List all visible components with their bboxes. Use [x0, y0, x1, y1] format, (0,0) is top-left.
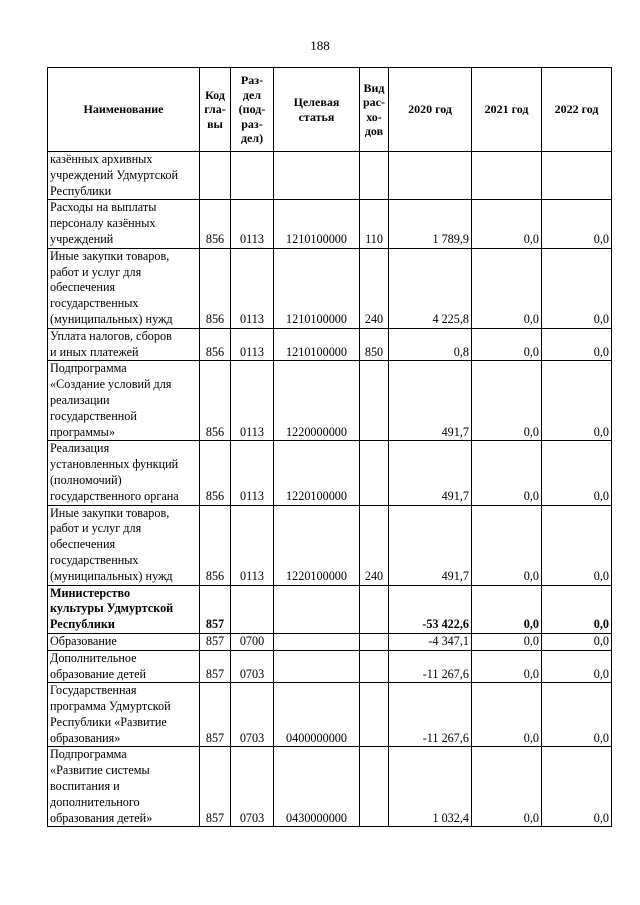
- cell-year-2020: 1 032,4: [389, 747, 472, 827]
- cell-year-2021: 0,0: [472, 650, 542, 683]
- table-row: [48, 747, 612, 827]
- header-name: Наименование: [48, 68, 200, 152]
- cell-target-article: [274, 152, 360, 200]
- cell-expense-type: 110: [360, 200, 389, 248]
- cell-chapter-code: 857: [200, 585, 231, 633]
- cell-target-article: 1210100000: [274, 200, 360, 248]
- cell-year-2022: 0,0: [542, 650, 612, 683]
- cell-target-article: 1220000000: [274, 361, 360, 441]
- cell-section: 0113: [231, 200, 274, 248]
- cell-chapter-code: 856: [200, 505, 231, 585]
- cell-target-article: 1220100000: [274, 441, 360, 505]
- cell-year-2022: [542, 152, 612, 200]
- cell-year-2021: 0,0: [472, 200, 542, 248]
- cell-section: 0113: [231, 248, 274, 328]
- cell-year-2020: 491,7: [389, 505, 472, 585]
- table-row: [48, 152, 612, 200]
- cell-year-2021: 0,0: [472, 505, 542, 585]
- cell-section: 0113: [231, 505, 274, 585]
- cell-name: Образование: [48, 633, 200, 650]
- cell-chapter-code: 857: [200, 747, 231, 827]
- cell-expense-type: [360, 361, 389, 441]
- cell-expense-type: [360, 152, 389, 200]
- cell-year-2020: [389, 152, 472, 200]
- table-row: [48, 505, 612, 585]
- cell-chapter-code: 856: [200, 441, 231, 505]
- header-year-2020: 2020 год: [389, 68, 472, 152]
- cell-year-2020: -4 347,1: [389, 633, 472, 650]
- cell-year-2020: 491,7: [389, 441, 472, 505]
- header-chapter-code: Код гла- вы: [200, 68, 231, 152]
- cell-year-2020: 491,7: [389, 361, 472, 441]
- cell-year-2020: -11 267,6: [389, 683, 472, 747]
- cell-section: 0703: [231, 683, 274, 747]
- cell-year-2021: 0,0: [472, 747, 542, 827]
- cell-expense-type: [360, 585, 389, 633]
- cell-section: 0113: [231, 328, 274, 361]
- cell-name: Подпрограмма «Создание условий для реализации государственной программы»: [48, 361, 200, 441]
- cell-year-2022: 0,0: [542, 328, 612, 361]
- table-row: [48, 441, 612, 505]
- header-year-2022: 2022 год: [542, 68, 612, 152]
- cell-year-2020: -11 267,6: [389, 650, 472, 683]
- cell-expense-type: [360, 441, 389, 505]
- cell-name: Подпрограмма «Развитие системы воспитания и дополнительного образования детей»: [48, 747, 200, 827]
- cell-year-2021: 0,0: [472, 441, 542, 505]
- cell-year-2021: 0,0: [472, 361, 542, 441]
- table-row: [48, 200, 612, 248]
- cell-target-article: 1210100000: [274, 328, 360, 361]
- cell-name: Иные закупки товаров, работ и услуг для обеспечения государственных (муниципальных) нужд: [48, 505, 200, 585]
- cell-year-2022: 0,0: [542, 361, 612, 441]
- cell-expense-type: 850: [360, 328, 389, 361]
- cell-year-2021: 0,0: [472, 585, 542, 633]
- cell-chapter-code: 856: [200, 200, 231, 248]
- header-expense-type: Вид рас- хо- дов: [360, 68, 389, 152]
- cell-chapter-code: 857: [200, 650, 231, 683]
- cell-year-2020: 1 789,9: [389, 200, 472, 248]
- table-row: [48, 633, 612, 650]
- table-row: [48, 650, 612, 683]
- cell-chapter-code: [200, 152, 231, 200]
- cell-name: Реализация установленных функций (полномочий) государственного органа: [48, 441, 200, 505]
- header-section: Раз- дел (под- раз- дел): [231, 68, 274, 152]
- cell-name: Уплата налогов, сборов и иных платежей: [48, 328, 200, 361]
- cell-year-2022: 0,0: [542, 683, 612, 747]
- cell-section: 0113: [231, 441, 274, 505]
- cell-year-2022: 0,0: [542, 633, 612, 650]
- cell-target-article: 0430000000: [274, 747, 360, 827]
- cell-year-2020: -53 422,6: [389, 585, 472, 633]
- cell-expense-type: [360, 633, 389, 650]
- cell-target-article: 1220100000: [274, 505, 360, 585]
- table-row: [48, 361, 612, 441]
- table-body: [48, 152, 612, 827]
- cell-year-2021: [472, 152, 542, 200]
- cell-name: казённых архивных учреждений Удмуртской Республики: [48, 152, 200, 200]
- cell-expense-type: [360, 683, 389, 747]
- cell-chapter-code: 857: [200, 683, 231, 747]
- header-year-2021: 2021 год: [472, 68, 542, 152]
- cell-year-2021: 0,0: [472, 633, 542, 650]
- cell-expense-type: [360, 650, 389, 683]
- cell-section: 0703: [231, 747, 274, 827]
- cell-chapter-code: 856: [200, 328, 231, 361]
- header-row: [48, 68, 612, 152]
- cell-section: 0113: [231, 361, 274, 441]
- cell-name: Государственная программа Удмуртской Республики «Развитие образования»: [48, 683, 200, 747]
- cell-year-2022: 0,0: [542, 585, 612, 633]
- cell-name: Расходы на выплаты персоналу казённых учреждений: [48, 200, 200, 248]
- cell-section: 0703: [231, 650, 274, 683]
- cell-chapter-code: 856: [200, 361, 231, 441]
- cell-name: Дополнительное образование детей: [48, 650, 200, 683]
- cell-section: [231, 585, 274, 633]
- cell-year-2021: 0,0: [472, 248, 542, 328]
- cell-chapter-code: 857: [200, 633, 231, 650]
- budget-table: [47, 67, 612, 827]
- cell-target-article: 1210100000: [274, 248, 360, 328]
- cell-year-2022: 0,0: [542, 441, 612, 505]
- cell-expense-type: [360, 747, 389, 827]
- cell-year-2022: 0,0: [542, 747, 612, 827]
- cell-chapter-code: 856: [200, 248, 231, 328]
- cell-year-2022: 0,0: [542, 200, 612, 248]
- cell-year-2020: 4 225,8: [389, 248, 472, 328]
- table-row: [48, 248, 612, 328]
- cell-name: Министерство культуры Удмуртской Республики: [48, 585, 200, 633]
- cell-target-article: 0400000000: [274, 683, 360, 747]
- table-row: [48, 683, 612, 747]
- cell-target-article: [274, 585, 360, 633]
- cell-year-2020: 0,8: [389, 328, 472, 361]
- cell-expense-type: 240: [360, 505, 389, 585]
- page-number: 188: [310, 38, 330, 53]
- table-row: [48, 585, 612, 633]
- cell-section: [231, 152, 274, 200]
- cell-year-2021: 0,0: [472, 328, 542, 361]
- cell-target-article: [274, 650, 360, 683]
- cell-name: Иные закупки товаров, работ и услуг для обеспечения государственных (муниципальных) нужд: [48, 248, 200, 328]
- cell-section: 0700: [231, 633, 274, 650]
- cell-year-2022: 0,0: [542, 505, 612, 585]
- cell-year-2021: 0,0: [472, 683, 542, 747]
- cell-year-2022: 0,0: [542, 248, 612, 328]
- cell-expense-type: 240: [360, 248, 389, 328]
- table-row: [48, 328, 612, 361]
- cell-target-article: [274, 633, 360, 650]
- header-target-article: Целевая статья: [274, 68, 360, 152]
